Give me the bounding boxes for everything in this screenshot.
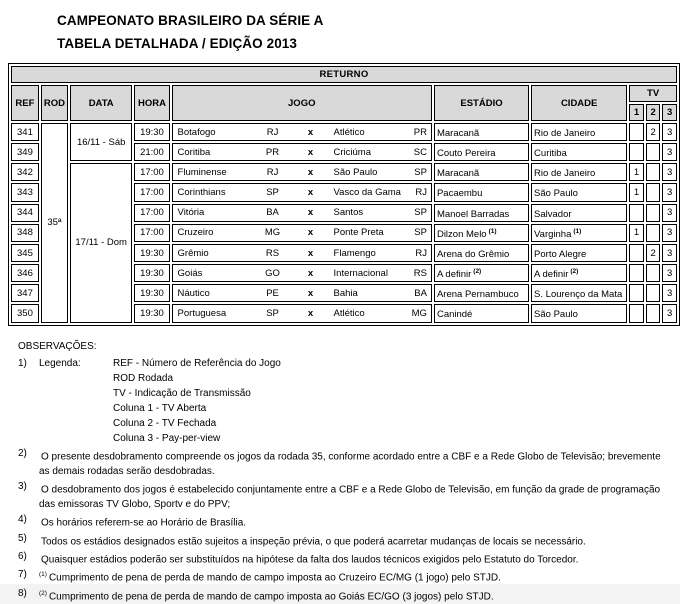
- observations-section: [18, 339, 668, 604]
- legend-line: TV - Indicação de Transmissão: [113, 387, 251, 399]
- tv1-cell: 1: [629, 224, 644, 242]
- home-state: BA: [266, 207, 279, 219]
- versus-label: x: [307, 287, 314, 299]
- tv2-cell: 2: [646, 123, 661, 141]
- match-row: [11, 123, 677, 141]
- tv2-cell: [646, 143, 661, 161]
- obs-item-legend: [18, 356, 668, 446]
- ref-cell: 342: [11, 163, 39, 181]
- away-state: PR: [413, 126, 427, 138]
- obs-text: $^{(2)}$ Cumprimento de pena de perda de mando de campo imposta ao Goiás EC/GO (3 jogos) pelo STJD.: [39, 589, 494, 602]
- obs-number: 7): [18, 569, 27, 581]
- obs-text: Quaisquer estádios poderão ser substituídos na hipótese da falta dos laudos técnicos exigidos pelo Estatuto do Torcedor.: [41, 554, 579, 566]
- away-team: São Paulo: [333, 166, 378, 178]
- ref-cell: 345: [11, 244, 39, 262]
- stadium-cell: A definir $^{(2)}$: [434, 264, 529, 282]
- tv1-cell: [629, 284, 644, 302]
- away-state: SP: [414, 166, 427, 178]
- obs-item: [18, 549, 668, 567]
- tv1-cell: [629, 123, 644, 141]
- time-cell: 19:30: [134, 264, 169, 282]
- city-cell: São Paulo: [531, 304, 627, 322]
- tv2-cell: [646, 163, 661, 181]
- legend-line: REF - Número de Referência do Jogo: [113, 357, 281, 369]
- tv1-cell: 1: [629, 183, 644, 201]
- home-team: Náutico: [177, 287, 210, 299]
- ref-cell: 349: [11, 143, 39, 161]
- versus-label: x: [307, 187, 314, 199]
- away-state: SC: [413, 146, 427, 158]
- home-team: Corinthians: [177, 187, 226, 199]
- tv1-cell: [629, 204, 644, 222]
- home-team: Botafogo: [177, 126, 216, 138]
- away-state: BA: [414, 287, 427, 299]
- footnote-sup: (2): [473, 268, 482, 276]
- home-team: Cruzeiro: [177, 227, 214, 239]
- match-cell: [172, 264, 432, 282]
- tv2-cell: [646, 204, 661, 222]
- stadium-cell: Arena Pernambuco: [434, 284, 529, 302]
- col-header-ref: REF: [11, 85, 39, 121]
- away-team: Vasco da Gama: [333, 187, 401, 199]
- tv3-cell: 3: [662, 264, 677, 282]
- home-team: Fluminense: [177, 166, 227, 178]
- match-row: [11, 163, 677, 181]
- versus-label: x: [307, 307, 314, 319]
- match-cell: [172, 304, 432, 322]
- home-state: GO: [265, 267, 280, 279]
- versus-label: x: [307, 267, 314, 279]
- ref-cell: 347: [11, 284, 39, 302]
- col-header-cidade: CIDADE: [531, 85, 627, 121]
- col-header-hora: HORA: [134, 85, 169, 121]
- obs-text: $^{(1)}$ Cumprimento de pena de perda de mando de campo imposta ao Cruzeiro EC/MG (1 jogo) pelo STJD.: [39, 571, 501, 584]
- match-cell: [172, 204, 432, 222]
- tv2-cell: [646, 264, 661, 282]
- col-header-tv1: 1: [629, 104, 644, 121]
- doc-title-line1: CAMPEONATO BRASILEIRO DA SÉRIE A: [57, 13, 324, 28]
- obs-number: 1): [18, 357, 27, 369]
- match-cell: [172, 244, 432, 262]
- ref-cell: 344: [11, 204, 39, 222]
- city-cell: Salvador: [531, 204, 627, 222]
- time-cell: 17:00: [134, 224, 169, 242]
- tv3-cell: 3: [662, 304, 677, 322]
- tv1-cell: [629, 264, 644, 282]
- match-cell: [172, 123, 432, 141]
- home-state: SP: [266, 187, 279, 199]
- away-state: RJ: [415, 247, 427, 259]
- obs-item: [18, 446, 668, 479]
- versus-label: x: [307, 146, 314, 158]
- city-cell: Curitiba: [531, 143, 627, 161]
- tv2-cell: [646, 284, 661, 302]
- footnote-sup: (2): [570, 268, 579, 276]
- obs-text: O desdobramento dos jogos é estabelecido conjuntamente entre a CBF e a Rede Globo de Televisão, em função da grade de programação das emissoras TV Globo, Sportv e do PPV;: [39, 484, 661, 511]
- legend-lines: [113, 356, 668, 446]
- time-cell: 17:00: [134, 204, 169, 222]
- round-cell: 35ª: [41, 123, 68, 323]
- tv3-cell: 3: [662, 204, 677, 222]
- match-cell: [172, 284, 432, 302]
- footnote-sup: (1): [488, 227, 497, 235]
- time-cell: 19:30: [134, 123, 169, 141]
- ref-cell: 346: [11, 264, 39, 282]
- obs-text: Os horários referem-se ao Horário de Brasília.: [41, 517, 247, 529]
- col-header-data: DATA: [70, 85, 132, 121]
- versus-label: x: [307, 126, 314, 138]
- home-state: SP: [266, 307, 279, 319]
- time-cell: 21:00: [134, 143, 169, 161]
- home-team: Vitória: [177, 207, 205, 219]
- away-team: Ponte Preta: [333, 227, 384, 239]
- home-team: Grêmio: [177, 247, 209, 259]
- time-cell: 19:30: [134, 284, 169, 302]
- away-state: RJ: [415, 187, 427, 199]
- time-cell: 17:00: [134, 183, 169, 201]
- home-state: MG: [264, 227, 281, 239]
- home-team: Coritiba: [177, 146, 211, 158]
- match-cell: [172, 163, 432, 181]
- ref-cell: 341: [11, 123, 39, 141]
- col-header-tv3: 3: [662, 104, 677, 121]
- tv3-cell: 3: [662, 224, 677, 242]
- away-team: Bahia: [333, 287, 358, 299]
- away-team: Atlético: [333, 126, 365, 138]
- obs-item: [18, 531, 668, 549]
- obs-item: [18, 586, 668, 604]
- versus-label: x: [307, 247, 314, 259]
- col-header-tv2: 2: [646, 104, 661, 121]
- match-cell: [172, 183, 432, 201]
- time-cell: 17:00: [134, 163, 169, 181]
- doc-title-line2: TABELA DETALHADA / EDIÇÃO 2013: [57, 36, 298, 51]
- ref-cell: 348: [11, 224, 39, 242]
- home-state: PR: [265, 146, 280, 158]
- stadium-cell: Dilzon Melo $^{(1)}$: [434, 224, 529, 242]
- city-cell: S. Lourenço da Mata: [531, 284, 627, 302]
- obs-text: O presente desdobramento compreende os jogos da rodada 35, conforme acordado entre a CBF e a Rede Globo de Televisão; brevemente as demais rodadas serão desdobradas.: [39, 450, 661, 477]
- obs-item: [18, 567, 668, 585]
- footnote-sup: (1): [573, 227, 582, 235]
- tv3-cell: 3: [662, 244, 677, 262]
- away-state: RS: [413, 267, 427, 279]
- tv1-cell: [629, 143, 644, 161]
- away-team: Santos: [333, 207, 364, 219]
- legend-line: Coluna 3 - Pay-per-view: [113, 432, 221, 444]
- away-team: Flamengo: [333, 247, 376, 259]
- ref-cell: 350: [11, 304, 39, 322]
- home-state: RS: [265, 247, 280, 259]
- fixtures-table: [8, 63, 680, 326]
- city-cell: Rio de Janeiro: [531, 123, 627, 141]
- obs-number: 5): [18, 532, 27, 544]
- stadium-cell: Maracanã: [434, 163, 529, 181]
- stadium-cell: Maracanã: [434, 123, 529, 141]
- tv3-cell: 3: [662, 123, 677, 141]
- tv3-cell: 3: [662, 183, 677, 201]
- home-team: Portuguesa: [177, 307, 227, 319]
- match-cell: [172, 224, 432, 242]
- obs-number: 3): [18, 480, 27, 492]
- obs-item: [18, 512, 668, 530]
- footnote-sup: (1): [39, 571, 47, 579]
- footnote-sup: (2): [39, 589, 47, 597]
- away-team: Internacional: [333, 267, 388, 279]
- home-state: PE: [266, 287, 279, 299]
- time-cell: 19:30: [134, 304, 169, 322]
- col-header-tv: TV: [629, 85, 677, 102]
- tv1-cell: [629, 304, 644, 322]
- away-team: Atlético: [333, 307, 365, 319]
- versus-label: x: [307, 227, 314, 239]
- match-cell: [172, 143, 432, 161]
- tv2-cell: [646, 183, 661, 201]
- away-state: SP: [414, 207, 427, 219]
- versus-label: x: [307, 207, 314, 219]
- doc-title: [0, 0, 680, 55]
- home-state: RJ: [266, 126, 279, 138]
- legend-line: Coluna 1 - TV Aberta: [113, 402, 207, 414]
- home-team: Goiás: [177, 267, 203, 279]
- versus-label: x: [307, 166, 314, 178]
- legend-label: Legenda:: [39, 357, 81, 369]
- away-state: MG: [411, 307, 427, 319]
- city-cell: Rio de Janeiro: [531, 163, 627, 181]
- col-header-jogo: JOGO: [172, 85, 432, 121]
- col-header-rod: ROD: [41, 85, 68, 121]
- obs-item: [18, 479, 668, 512]
- city-cell: São Paulo: [531, 183, 627, 201]
- stadium-cell: Couto Pereira: [434, 143, 529, 161]
- tv3-cell: 3: [662, 143, 677, 161]
- obs-number: 4): [18, 514, 27, 526]
- section-banner: RETURNO: [11, 66, 677, 83]
- obs-number: 8): [18, 587, 27, 599]
- stadium-cell: Canindé: [434, 304, 529, 322]
- date-cell: 17/11 - Dom: [70, 163, 132, 322]
- city-cell: Varginha $^{(1)}$: [531, 224, 627, 242]
- stadium-cell: Pacaembu: [434, 183, 529, 201]
- ref-cell: 343: [11, 183, 39, 201]
- time-cell: 19:30: [134, 244, 169, 262]
- date-cell: 16/11 - Sáb: [70, 123, 132, 161]
- legend-line: Coluna 2 - TV Fechada: [113, 417, 217, 429]
- city-cell: A definir $^{(2)}$: [531, 264, 627, 282]
- away-state: SP: [414, 227, 427, 239]
- stadium-cell: Manoel Barradas: [434, 204, 529, 222]
- tv1-cell: [629, 244, 644, 262]
- legend-line: ROD Rodada: [113, 372, 174, 384]
- tv1-cell: 1: [629, 163, 644, 181]
- tv2-cell: [646, 224, 661, 242]
- col-header-estadio: ESTÁDIO: [434, 85, 529, 121]
- city-cell: Porto Alegre: [531, 244, 627, 262]
- obs-number: 6): [18, 550, 27, 562]
- tv2-cell: [646, 304, 661, 322]
- tv3-cell: 3: [662, 163, 677, 181]
- tv3-cell: 3: [662, 284, 677, 302]
- obs-number: 2): [18, 447, 27, 459]
- away-team: Criciúma: [333, 146, 372, 158]
- tv2-cell: 2: [646, 244, 661, 262]
- observations-title: OBSERVAÇÕES:: [18, 340, 97, 352]
- obs-text: Todos os estádios designados estão sujeitos a inspeção prévia, o que poderá acarretar mudanças de locais se necessário.: [41, 535, 586, 547]
- stadium-cell: Arena do Grêmio: [434, 244, 529, 262]
- home-state: RJ: [266, 166, 279, 178]
